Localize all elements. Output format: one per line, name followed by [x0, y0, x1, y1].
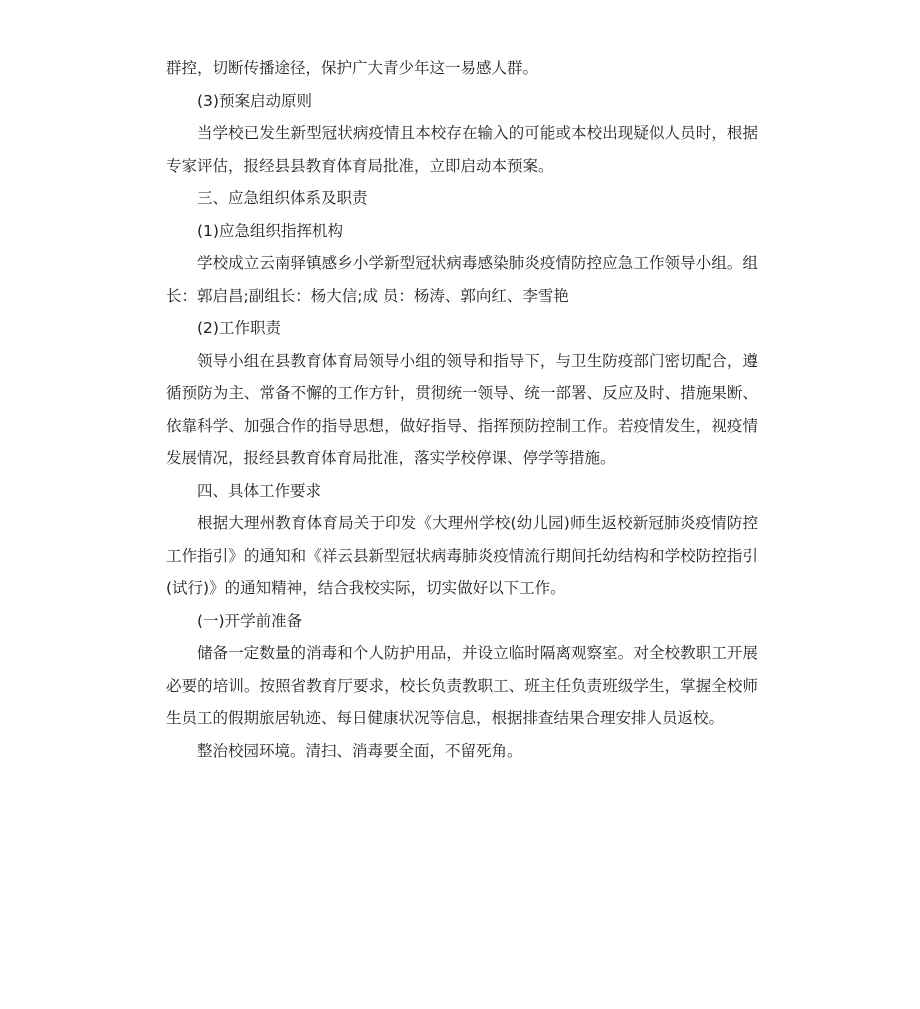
- subheading-duties: (2)工作职责: [197, 319, 281, 337]
- paragraph-guidelines: 根据大理州教育体育局关于印发《大理州学校(幼儿园)师生返校新冠肺炎疫情防控工作指引》的通知和《祥云县新型冠状病毒肺炎疫情流行期间托幼结构和学校防控指引(试行)》的通知精神，结合我校实际，切实做好以下工作。: [166, 514, 758, 597]
- heading-section-four: 四、具体工作要求: [197, 481, 322, 500]
- heading-section-three: 三、应急组织体系及职责: [197, 189, 368, 207]
- paragraph-activation-conditions: 当学校已发生新型冠状病疫情且本校存在输入的可能或本校出现疑似人员时，根据专家评估，报经县县教育体育局批准，立即启动本预案。: [166, 124, 758, 175]
- subheading-command-structure: (1)应急组织指挥机构: [197, 221, 343, 240]
- subheading-pre-opening: (一)开学前准备: [197, 611, 303, 630]
- paragraph-duties: 领导小组在县教育体育局领导小组的领导和指导下，与卫生防疫部门密切配合，遵循预防为主、常备不懈的工作方针，贯彻统一领导、统一部署、反应及时、措施果断、依靠科学、加强合作的指导思想，做好指导、指挥预防控制工作。若疫情发生，视疫情发展情况，报经县教育体育局批准，落实学校停课、停学等措施。: [166, 351, 758, 467]
- paragraph-continuation: 群控，切断传播途径，保护广大青少年这一易感人群。: [166, 59, 539, 77]
- paragraph-preparation: 储备一定数量的消毒和个人防护用品，并设立临时隔离观察室。对全校教职工开展必要的培训。按照省教育厅要求，校长负责教职工、班主任负责班级学生，掌握全校师生员工的假期旅居轨迹、每日健康状况等信息，根据排查结果合理安排人员返校。: [166, 644, 758, 727]
- subheading-plan-activation: (3)预案启动原则: [197, 91, 312, 110]
- paragraph-leadership-group: 学校成立云南驿镇感乡小学新型冠状病毒感染肺炎疫情防控应急工作领导小组。组 长：郭启昌;副组长：杨大信;成 员：杨涛、郭向红、李雪艳: [166, 254, 758, 305]
- paragraph-campus-cleanup: 整治校园环境。清扫、消毒要全面，不留死角。: [197, 741, 523, 760]
- document-body: [166, 52, 758, 767]
